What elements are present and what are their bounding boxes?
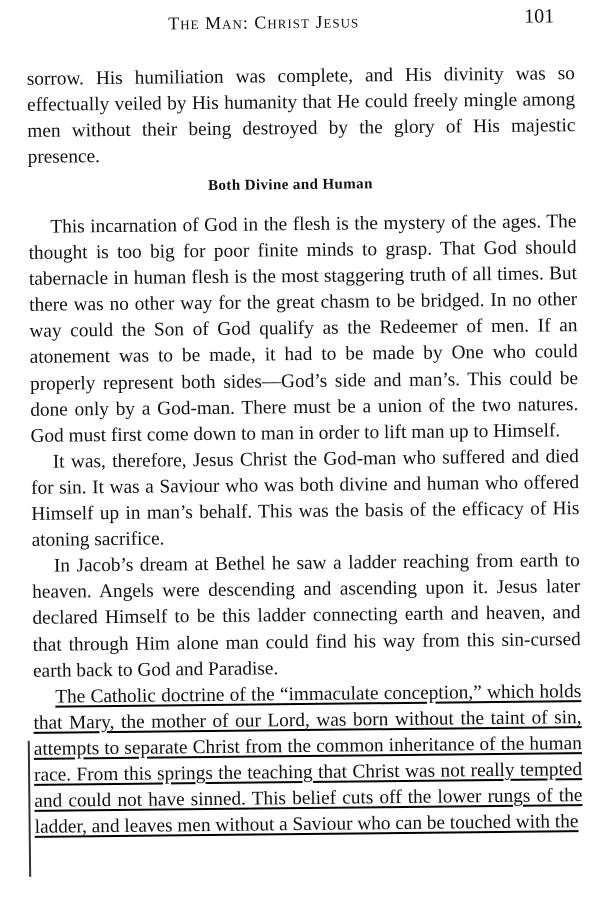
paragraph-immaculate-conception: The Catholic doctrine of the “immaculate conception,” which holds that Mary, the mother of our Lord, was born without the taint of sin, attempts to separate Christ from the common inheritance of the human race. From this springs the teaching that Christ was not really tempted and could not have sinned. This belief cuts off the lower rungs of the ladder, and leaves men without a Saviour who can be touched with the <box>33 680 583 838</box>
section-heading: Both Divine and Human <box>207 176 373 194</box>
margin-mark <box>28 741 31 877</box>
page-number: 101 <box>524 5 555 28</box>
paragraph-continuation: sorrow. His humiliation was complete, and His divinity was so effectually veiled by His humanity that He could freely mingle among men without their being destroyed by the glory of His majestic presence. <box>26 63 576 169</box>
running-head: The Man: Christ Jesus <box>168 11 360 34</box>
text-block-body <box>28 209 583 841</box>
paragraph-incarnation: This incarnation of God in the flesh is the mystery of the ages. The thought is too big for poor finite minds to grasp. That God should tabernacle in human flesh is the most staggering truth of all times. But there was no other way for the great chasm to be bridged. In no other way could the Son of God qualify as the Redeemer of men. If an atonement was to be made, it had to be made by One who could properly represent both sides—God’s side and man’s. This could be done only by a God-man. There must be a union of the two natures. God must first come down to man in order to lift man up to Himself. <box>28 211 579 447</box>
paragraph-god-man: It was, therefore, Jesus Christ the God-man who suffered and died for sin. It was a Saviour who was both divine and human who offered Himself up in man’s behalf. This was the basis of the efficacy of His atoning sacrifice. <box>30 445 580 551</box>
text-block-top <box>27 61 576 171</box>
paragraph-jacobs-ladder: In Jacob’s dream at Bethel he saw a ladder reaching from earth to heaven. Angels were descending and ascending upon it. Jesus later declared Himself to be this ladder connecting earth and heaven, and that through Him alone man could find his way from this sin-cursed earth back to God and Paradise. <box>32 550 581 682</box>
